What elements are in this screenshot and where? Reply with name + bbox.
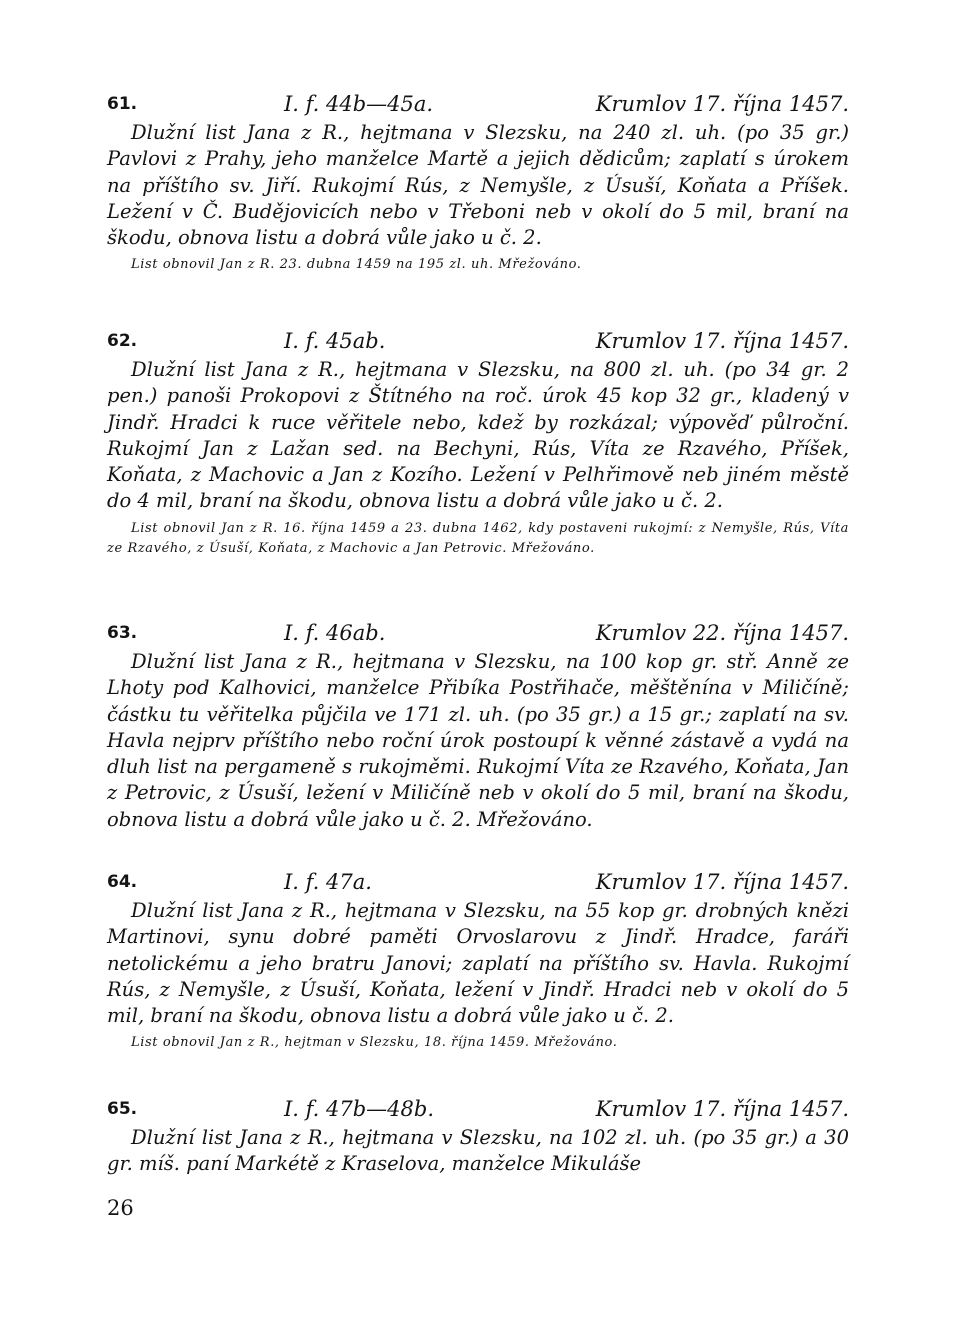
page-number: 26 xyxy=(107,1196,134,1220)
entry-text: Dlužní list Jana z R., hejtmana v Slezsku, na 55 kop gr. drobných knězi Martinovi, synu dobré paměti Orvoslarovu z Jindř. Hradce, faráři netolickému a jeho bratru Janovi; zaplatí na příštího sv. Havla. Rukojmí Rús, z Nemyšle, z Úsuší, Koňata, ležení v Jindř. Hradci neb v okolí do 5 mil, braní na škodu, obnova listu a dobrá vůle jako u č. 2. xyxy=(107,899,849,1028)
entry-62 xyxy=(107,325,849,559)
entry-header xyxy=(107,88,849,120)
folio-reference: I. f. 46ab. xyxy=(284,621,386,645)
entry-64 xyxy=(107,866,849,1053)
entry-number: 62. xyxy=(107,331,138,351)
entry-header xyxy=(107,325,849,357)
entry-text: Dlužní list Jana z R., hejtmana v Slezsku, na 100 kop gr. stř. Anně ze Lhoty pod Kalhovici, manželce Přibíka Postřihače, měštěnína v Miličíně; částku tu věřitelka půjčila ve 171 zl. uh. (po 35 gr.) a 15 gr.; zaplatí na sv. Havla nejprv příštího nebo roční úrok postoupí k věnné zástavě a vydá na dluh list na pergameně s rukojměmi. Rukojmí Víta ze Rzavého, Koňata, Jan z Petrovic, z Úsuší, ležení v Miličíně neb v okolí do 5 mil, braní na škodu, obnova listu a dobrá vůle jako u č. 2. Mřežováno. xyxy=(107,650,849,831)
place-date: Krumlov 17. října 1457. xyxy=(595,329,849,353)
entry-number: 63. xyxy=(107,623,138,643)
entry-note: List obnovil Jan z R., hejtman v Slezsku, 18. října 1459. Mřežováno. xyxy=(131,1035,618,1051)
entry-number: 64. xyxy=(107,872,138,892)
entry-63 xyxy=(107,617,849,833)
folio-reference: I. f. 47b—48b. xyxy=(284,1097,435,1121)
place-date: Krumlov 17. října 1457. xyxy=(595,92,849,116)
entry-note: List obnovil Jan z R. 16. října 1459 a 23. dubna 1462, kdy postaveni rukojmí: z Nemyšle, Rús, Víta ze Rzavého, z Úsuší, Koňata, z Machovic a Jan Petrovic. Mřežováno. xyxy=(107,520,849,556)
entry-number: 61. xyxy=(107,94,138,114)
folio-reference: I. f. 45ab. xyxy=(284,329,386,353)
entry-text: Dlužní list Jana z R., hejtmana v Slezsku, na 800 zl. uh. (po 34 gr. 2 pen.) panoši Prokopovi z Štítného na roč. úrok 45 kop 32 gr., kladený v Jindř. Hradci k ruce věřitele nebo, kdež by rozkázal; výpověď půlroční. Rukojmí Jan z Lažan sed. na Bechyni, Rús, Víta ze Rzavého, Příšek, Koňata, z Machovic a Jan z Kozího. Ležení v Pelhřimově neb jiném městě do 4 mil, braní na škodu, obnova listu a dobrá vůle jako u č. 2. xyxy=(107,358,849,513)
entry-text: Dlužní list Jana z R., hejtmana v Slezsku, na 102 zl. uh. (po 35 gr.) a 30 gr. míš. paní Markétě z Kraselova, manželce Mikuláše xyxy=(107,1126,849,1176)
place-date: Krumlov 17. října 1457. xyxy=(595,1097,849,1121)
place-date: Krumlov 22. října 1457. xyxy=(595,621,849,645)
entry-header xyxy=(107,866,849,898)
entry-65 xyxy=(107,1093,849,1178)
entry-header xyxy=(107,1093,849,1125)
place-date: Krumlov 17. října 1457. xyxy=(595,870,849,894)
folio-reference: I. f. 47a. xyxy=(284,870,372,894)
entry-61 xyxy=(107,88,849,275)
entry-header xyxy=(107,617,849,649)
entry-number: 65. xyxy=(107,1099,138,1119)
entry-note: List obnovil Jan z R. 23. dubna 1459 na 195 zl. uh. Mřežováno. xyxy=(131,257,582,273)
folio-reference: I. f. 44b—45a. xyxy=(284,92,434,116)
entry-text: Dlužní list Jana z R., hejtmana v Slezsku, na 240 zl. uh. (po 35 gr.) Pavlovi z Prahy, jeho manželce Martě a jejich dědicům; zaplatí s úrokem na příštího sv. Jiří. Rukojmí Rús, z Nemyšle, z Úsuší, Koňata a Příšek. Ležení v Č. Budějovicích nebo v Třeboni neb v okolí do 5 mil, braní na škodu, obnova listu a dobrá vůle jako u č. 2. xyxy=(107,121,849,250)
